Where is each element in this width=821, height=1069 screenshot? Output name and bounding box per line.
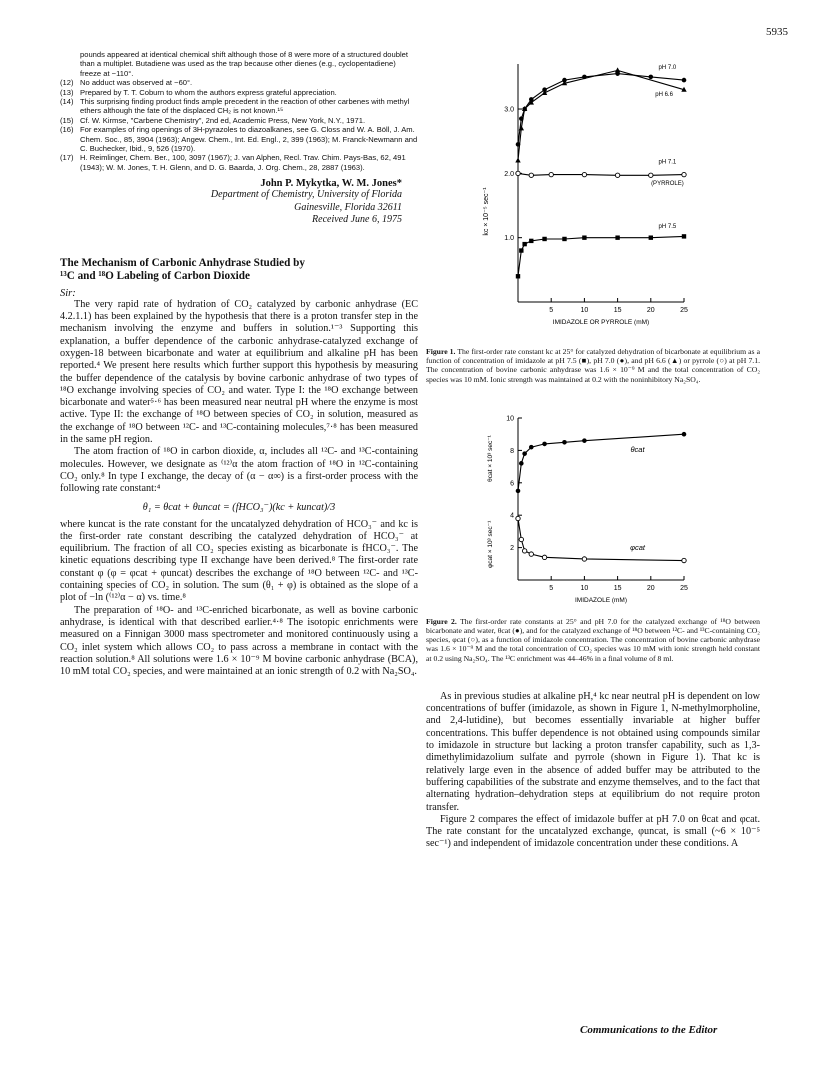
y-tick-label: 2.0	[504, 170, 514, 178]
footnote-12: (12) No adduct was observed at −60°.	[60, 78, 193, 88]
series-label: pH 6.6	[655, 92, 673, 99]
data-point	[516, 516, 520, 520]
series-line	[518, 518, 684, 560]
data-point	[522, 548, 526, 552]
series-line	[518, 236, 684, 276]
paragraph: The atom fraction of ¹⁸O in carbon dioxide, α, includes all ¹²C- and ¹³C-containing molecules. However, we designate as ⁽¹²⁾α the atom fraction of ¹⁸O in ¹²C-containing CO₂ only.⁸ In type I exchange, the decay of (α − α∞) is a first-order process with the following rate constant:⁴	[60, 446, 418, 495]
data-point	[682, 78, 687, 83]
paragraph: Figure 2 compares the effect of imidazole buffer at pH 7.0 on θcat and φcat. The rate constant for the uncatalyzed exchange, φuncat, is small (~6 × 10⁻⁵ sec⁻¹) and independent of imidazole concentration under these conditions. A	[426, 813, 760, 850]
data-point	[516, 488, 521, 493]
x-tick-label: 25	[680, 584, 688, 592]
y-tick-label: 2	[510, 544, 514, 552]
series-label: φcat	[630, 542, 645, 552]
department: Department of Chemistry, University of Florida	[210, 189, 402, 201]
data-point	[562, 237, 566, 241]
footer: Communications to the Editor	[580, 1024, 718, 1036]
y-axis-label: θcat × 10³ sec⁻¹	[487, 435, 494, 482]
footnote-13: (13) Prepared by T. T. Coburn to whom the authors express grateful appreciation.	[60, 87, 337, 97]
equation: θ₁ = θcat + θuncat = (fHCO₃⁻)(kc + kuncat)/3	[142, 501, 336, 513]
paragraph: The very rapid rate of hydration of CO₂ catalyzed by carbonic anhydrase (EC 4.2.1.1) has been explained by the hypothesis that there is a proton transfer step in the mechanism involving the enzyme and buffers in solution.¹⁻³ Supporting this explanation, a buffer dependence of the carbonic anhydrase-catalyzed exchange of oxygen-18 between bicarbonate and water at equilibrium and alkaline pH has been reported.⁴ We present here results which further support this hypothesis by measuring the buffer dependence of the catalysis by bovine carbonic anhydrase of two types of ¹⁸O exchange involving species of CO₂ and water. Type I: the ¹⁸O exchange between bicarbonate and water⁵·⁶ has been measured near neutral pH where the enzyme is most active. Type II: the exchange of ¹⁸O between species of CO₂ in solution, measured as the exchange of ¹⁸O between ¹²C- and ¹³C-containing molecules,⁷·⁸ has been measured in the same pH region.	[60, 298, 418, 446]
x-tick-label: 20	[646, 307, 655, 314]
figure-2-chart	[426, 404, 760, 612]
paragraph: As in previous studies at alkaline pH,⁴ kc near neutral pH is dependent on low concentrations of buffer (imidazole, as shown in Figure 1, N-methylmorpholine, and 2,4-lutidine), but becomes essentially invariable at higher buffer concentrations. This buffer dependence is not obtained using compounds similar to imidazole in structure but lacking a proton transfer capability, such as 1,3-dimethylimidazolium sulfate and pyrrole (shown in Figure 1). That kc is relatively large even in the absence of added buffer may be attributed to the buffering capabilities of the substrate and enzyme themselves, and to the fact that alternating hydration–dehydration steps at equilibrium do not require proton transfer.	[426, 690, 760, 813]
data-point	[519, 248, 523, 252]
data-point	[515, 157, 520, 162]
data-point	[542, 441, 547, 446]
data-point	[542, 237, 546, 241]
data-point	[522, 242, 526, 246]
y-axis-label: φcat × 10³ sec⁻¹	[487, 520, 494, 568]
x-axis-label: IMIDAZOLE OR PYRROLE (mM)	[552, 319, 650, 326]
data-point	[682, 432, 687, 437]
footnotes	[60, 50, 418, 172]
authors: John P. Mykytka, W. M. Jones*	[260, 178, 402, 190]
series-label: θcat	[630, 444, 645, 454]
footnote-continued	[60, 50, 418, 78]
figure-1	[426, 50, 760, 384]
x-tick-label: 5	[549, 584, 554, 592]
data-point	[649, 75, 654, 80]
series-label: pH 7.5	[658, 224, 677, 231]
data-point	[519, 125, 524, 130]
received-date: Received June 6, 1975	[312, 214, 402, 226]
data-point	[582, 557, 586, 561]
data-point	[542, 555, 546, 559]
series-label: (PYRROLE)	[651, 180, 684, 187]
footnote-17: (17) H. Reimlinger, Chem. Ber., 100, 3097 (1967); J. van Alphen, Recl. Trav. Chim. Pays-Bas, 62, 491 (1943); W. M. Jones, T. H. Glenn, and D. G. Baarda, J. Org. Chem., 28, 2887 (1963).	[60, 153, 406, 172]
footnote-16: (16) For examples of ring openings of 3H-pyrazoles to diazoalkanes, see G. Closs and W. A. Böll, J. Am. Chem. Soc., 85, 3904 (1963); Angew. Chem., Int. Ed. Engl., 2, 399 (1963); M. Franck-Newmann and C. Buchecker, Ibid., 9, 526 (1970).	[60, 125, 418, 154]
data-point	[519, 537, 523, 541]
data-point	[562, 440, 567, 445]
data-point	[529, 445, 534, 450]
data-point	[615, 67, 620, 72]
x-tick-label: 10	[580, 307, 589, 314]
figure-1-caption: Figure 1. The first-order rate constant kc at 25° for catalyzed dehydration of bicarbonate at equilibrium as a function of concentration of imidazole at pH 7.5 (■), pH 7.0 (●), and pH 6.6 (▲) or pyrrole (○) at pH 7.1. The concentration of bovine carbonic anhydrase was 1.6 × 10⁻⁹ M and the total concentration of CO₂ species was 10 mM. Ionic strength was maintained at 0.2 with the noninhibitory Na₂SO₄.	[426, 347, 760, 384]
data-point	[516, 171, 520, 175]
data-point	[516, 274, 520, 278]
footnote-14: (14) This surprising finding product finds ample precedent in the reaction of other carbenes with methyl ethers although the fate of the displaced CH₂ is not known.¹⁵	[60, 97, 410, 116]
footnote-text: pounds appeared at identical chemical shift although those of 8 were more of a structured doublet than a multiplet. Butadiene was used as the trap because other dienes (e.g., cyclopentadiene) freeze at −110°.	[80, 50, 408, 78]
right-text	[426, 691, 760, 851]
data-point	[615, 173, 619, 177]
data-point	[529, 173, 533, 177]
x-tick-label: 15	[613, 584, 622, 592]
y-tick-label: 10	[506, 415, 514, 423]
data-point	[682, 558, 686, 562]
series-line	[518, 173, 684, 175]
data-point	[615, 235, 619, 239]
page-number: 5935	[766, 26, 788, 38]
data-point	[582, 438, 587, 443]
article-title: The Mechanism of Carbonic Anhydrase Studied by ¹³C and ¹⁸O Labeling of Carbon Dioxide	[60, 256, 305, 282]
data-point	[649, 173, 653, 177]
footnote-15: (15) Cf. W. Kirmse, "Carbene Chemistry", 2nd ed, Academic Press, New York, N.Y., 1971.	[60, 115, 366, 125]
data-point	[582, 235, 586, 239]
y-tick-label: 8	[510, 447, 514, 455]
x-axis-label: IMIDAZOLE (mM)	[575, 596, 627, 604]
salutation: Sir:	[60, 287, 76, 299]
x-tick-label: 25	[680, 307, 688, 314]
data-point	[682, 234, 686, 238]
figure-2-caption: Figure 2. The first-order rate constants at 25° and pH 7.0 for the catalyzed exchange of ¹⁸O between bicarbonate and water, θcat (●), and for the catalyzed exchange of ¹⁸O between ¹²C- and ¹³C-containing CO₂ species, φcat (○), as a function of imidazole concentration. The concentration of bovine carbonic anhydrase was 1.6 × 10⁻⁹ M and the total concentration of CO₂ species was 10 mM with ionic strength held constant at 0.2 using Na₂SO₄. The ¹³C enrichment was 44–46% in a final volume of 8 ml.	[426, 616, 760, 663]
data-point	[549, 172, 553, 176]
series-label: pH 7.1	[658, 159, 677, 166]
data-point	[529, 239, 533, 243]
y-tick-label: 1.0	[504, 235, 514, 243]
x-tick-label: 10	[580, 584, 589, 592]
data-point	[519, 461, 524, 466]
city: Gainesville, Florida 32611	[294, 201, 402, 213]
data-point	[522, 451, 527, 456]
y-tick-label: 3.0	[504, 106, 514, 114]
data-point	[529, 552, 533, 556]
signature	[60, 178, 418, 227]
data-point	[582, 172, 586, 176]
x-tick-label: 20	[646, 584, 655, 592]
y-tick-label: 6	[510, 480, 514, 488]
y-axis-label: kc × 10⁻⁵ sec⁻¹	[483, 187, 490, 236]
left-column	[60, 50, 418, 678]
x-tick-label: 5	[549, 307, 554, 314]
y-tick-label: 4	[510, 512, 514, 520]
data-point	[682, 172, 686, 176]
series-line	[518, 70, 684, 160]
series-line	[518, 74, 684, 145]
paragraph: The preparation of ¹⁸O- and ¹³C-enriched bicarbonate, as well as bovine carbonic anhydrase, is identical with that described earlier.⁴·⁸ The isotopic enrichments were measured on a Finnigan 3000 mass spectrometer and monitored continuously using a CO₂ inlet system which allows CO₂ to pass across a membrane in contact with the reaction solution.⁸ All solutions were 1.6 × 10⁻⁹ M bovine carbonic anhydrase (BCA), 10 mM total CO₂ species, and were maintained at an ionic strength of 0.2 with Na₂SO₄.	[60, 604, 418, 678]
paragraph: where kuncat is the rate constant for the uncatalyzed dehydration of HCO₃⁻ and kc is the first-order rate constant describing the catalyzed dehydration of HCO₃⁻ at equilibrium. The fraction of all CO₂ species existing as bicarbonate is fHCO₃⁻. The kinetic equations describing type II exchange have been derived.⁸ The first-order rate constant φ (φ = φcat + φuncat) describes the exchange of ¹⁸O between ¹²C- and ¹³C-containing species of CO₂ in solution. The sum (θ₁ + φ) is obtained as the slope of a plot of −ln (⁽¹²⁾α − α) vs. time.⁸	[60, 518, 418, 604]
x-tick-label: 15	[613, 307, 622, 314]
right-column	[426, 50, 760, 851]
figure-1-chart	[426, 50, 760, 342]
data-point	[649, 235, 653, 239]
series-label: pH 7.0	[658, 65, 677, 72]
figure-2	[426, 404, 760, 663]
